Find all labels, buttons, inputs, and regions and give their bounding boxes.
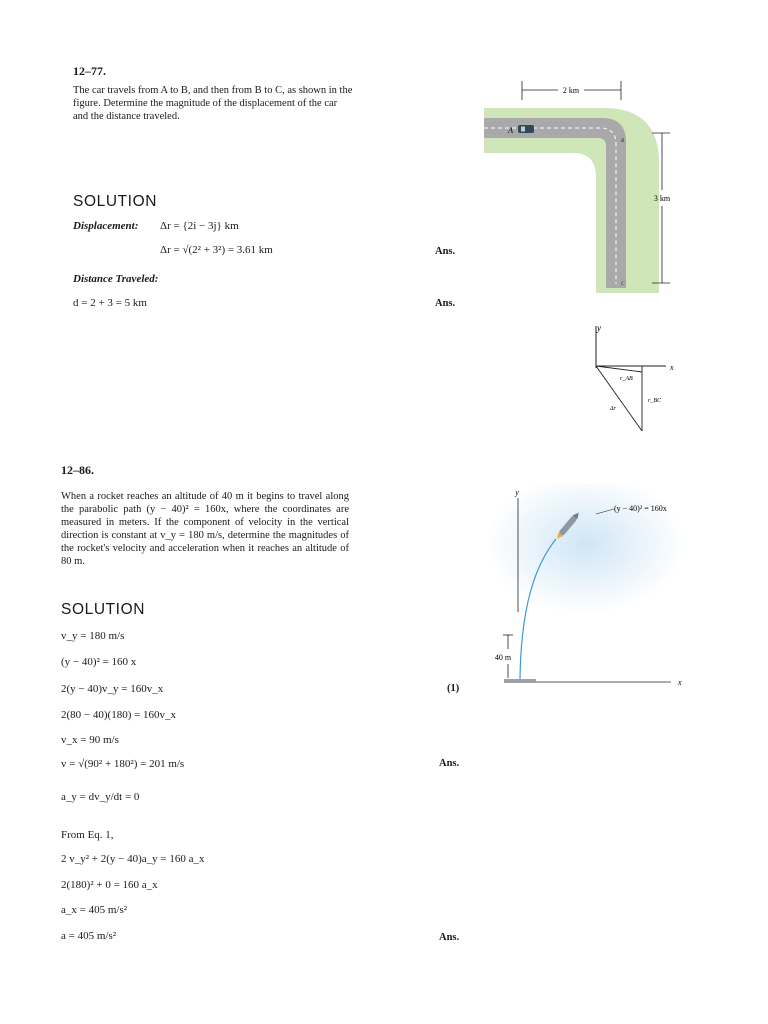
- equation-line: From Eq. 1,: [61, 829, 114, 841]
- equation-line: v_y = 180 m/s: [61, 630, 125, 642]
- equation-tag: (1): [447, 683, 460, 694]
- dimension-right-label: 3 km: [653, 194, 671, 203]
- equation-line: a_y = dv_y/dt = 0: [61, 791, 140, 803]
- equation-line: v_x = 90 m/s: [61, 734, 119, 746]
- vector-r-ab-label: r_AB: [620, 376, 633, 382]
- problem-statement: The car travels from A to B, and then from B to C, as shown in the figure. Determine the magnitude of the displacement of the car and the distance traveled.: [73, 85, 353, 122]
- sketch-x-axis-label: x: [670, 363, 674, 372]
- equation-line: a_x = 405 m/s²: [61, 904, 128, 916]
- displacement-label: Displacement:: [73, 220, 139, 232]
- equation-line: 2(180)² + 0 = 160 a_x: [61, 879, 158, 891]
- curve-equation-label: (y − 40)² = 160x: [614, 504, 667, 513]
- displacement-equation: Δr = {2i − 3j} km: [160, 220, 239, 232]
- answer-marker: Ans.: [439, 932, 460, 943]
- point-c-label: C: [621, 282, 625, 287]
- rocket-figure: [488, 484, 693, 690]
- equation-line: 2(80 − 40)(180) = 160v_x: [61, 709, 177, 721]
- point-b-label: B: [621, 139, 625, 144]
- problem-number: 12–86.: [61, 463, 94, 477]
- acceleration-equation: a = 405 m/s²: [61, 930, 117, 942]
- distance-label: Distance Traveled:: [73, 273, 159, 285]
- equation-line: (y − 40)² = 160 x: [61, 656, 137, 668]
- y-axis-label: y: [515, 488, 519, 497]
- problem-number: 12–77.: [73, 64, 106, 78]
- x-axis-label: x: [678, 678, 682, 687]
- launch-pad: [504, 679, 536, 683]
- equation-line: 2 v_y² + 2(y − 40)a_y = 160 a_x: [61, 853, 205, 865]
- height-label: 40 m: [494, 653, 512, 662]
- road-figure: [484, 78, 684, 300]
- answer-marker: Ans.: [435, 246, 456, 257]
- vector-sketch: [584, 318, 684, 436]
- equation-line: 2(y − 40)v_y = 160v_x: [61, 683, 164, 695]
- displacement-magnitude: Δr = √(2² + 3²) = 3.61 km: [160, 244, 273, 256]
- distance-equation: d = 2 + 3 = 5 km: [73, 297, 147, 309]
- sketch-y-axis-label: y: [597, 323, 601, 333]
- problem-statement: When a rocket reaches an altitude of 40 m it begins to travel along the parabolic path (y − 40)² = 160x, where the coordinates are measured in meters. If the component of velocity in the vertical direction is constant at v_y = 180 m/s, determine the magnitudes of the rocket's velocity and acceleration when it reaches an altitude of 80 m.: [61, 491, 349, 567]
- solution-heading: SOLUTION: [61, 601, 146, 618]
- vector-r-bc-label: r_BC: [648, 398, 662, 404]
- velocity-equation: v = √(90² + 180²) = 201 m/s: [61, 758, 185, 770]
- car-icon: [518, 125, 534, 133]
- answer-marker: Ans.: [435, 298, 456, 309]
- solution-heading: SOLUTION: [73, 193, 158, 210]
- answer-marker: Ans.: [439, 758, 460, 769]
- dimension-top-label: 2 km: [562, 86, 580, 95]
- point-a-label: A: [508, 126, 513, 135]
- vector-delta-r-label: Δr: [610, 406, 616, 412]
